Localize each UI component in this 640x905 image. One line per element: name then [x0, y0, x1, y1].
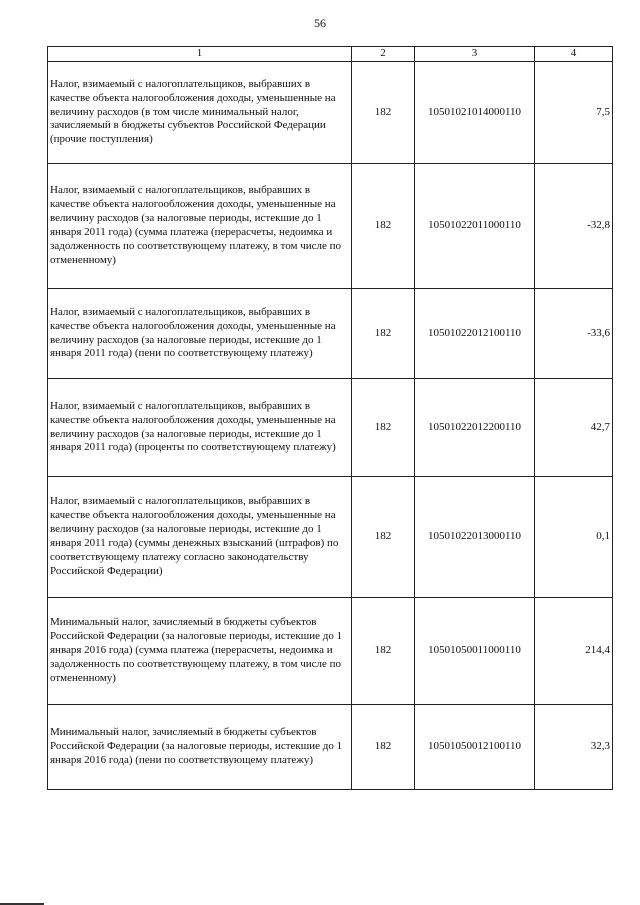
- amount: -32,8: [535, 164, 613, 289]
- revenue-description: Налог, взимаемый с налогоплательщиков, выбравших в качестве объекта налогообложения доходы, уменьшенные на величину расходов (за налоговые периоды, истекшие до 1 января 2011 года) (проценты по соответствующему платежу): [48, 379, 352, 477]
- table-row: [48, 379, 613, 477]
- admin-code: 182: [352, 379, 415, 477]
- revenue-description: Налог, взимаемый с налогоплательщиков, выбравших в качестве объекта налогообложения доходы, уменьшенные на величину расходов (за налоговые периоды, истекшие до 1 января 2011 года) (сумма платежа (перерасчеты, недоимка и задолженность по соответствующему платежу, в том числе по отмененному): [48, 164, 352, 289]
- amount: 0,1: [535, 477, 613, 598]
- table-row: [48, 289, 613, 379]
- admin-code: 182: [352, 477, 415, 598]
- column-header-1: 1: [48, 47, 352, 62]
- budget-classification-code: 10501021014000110: [415, 62, 535, 164]
- page-number: 56: [314, 16, 326, 30]
- budget-classification-code: 10501022013000110: [415, 477, 535, 598]
- amount: 214,4: [535, 598, 613, 705]
- admin-code: 182: [352, 164, 415, 289]
- revenue-description: Минимальный налог, зачисляемый в бюджеты субъектов Российской Федерации (за налоговые периоды, истекшие до 1 января 2016 года) (сумма платежа (перерасчеты, недоимка и задолженность по соответствующему платежу, в том числе по отмененному): [48, 598, 352, 705]
- column-header-4: 4: [535, 47, 613, 62]
- admin-code: 182: [352, 705, 415, 790]
- header-row: [48, 47, 613, 62]
- table-row: [48, 705, 613, 790]
- budget-classification-code: 10501022012200110: [415, 379, 535, 477]
- budget-classification-code: 10501022011000110: [415, 164, 535, 289]
- revenue-description: Налог, взимаемый с налогоплательщиков, выбравших в качестве объекта налогообложения доходы, уменьшенные на величину расходов (за налоговые периоды, истекшие до 1 января 2011 года) (суммы денежных взысканий (штрафов) по соответствующему платежу согласно законодательству Российской Федерации): [48, 477, 352, 598]
- revenue-description: Налог, взимаемый с налогоплательщиков, выбравших в качестве объекта налогообложения доходы, уменьшенные на величину расходов (в том числе минимальный налог, зачисляемый в бюджеты субъектов Российской Федерации (прочие поступления): [48, 62, 352, 164]
- budget-table: [47, 46, 613, 790]
- admin-code: 182: [352, 598, 415, 705]
- budget-classification-code: 10501022012100110: [415, 289, 535, 379]
- table-row: [48, 598, 613, 705]
- table-row: [48, 62, 613, 164]
- amount: -33,6: [535, 289, 613, 379]
- column-header-3: 3: [415, 47, 535, 62]
- amount: 7,5: [535, 62, 613, 164]
- table-row: [48, 164, 613, 289]
- revenue-description: Минимальный налог, зачисляемый в бюджеты субъектов Российской Федерации (за налоговые периоды, истекшие до 1 января 2016 года) (пени по соответствующему платежу): [48, 705, 352, 790]
- admin-code: 182: [352, 62, 415, 164]
- budget-classification-code: 10501050012100110: [415, 705, 535, 790]
- table-row: [48, 477, 613, 598]
- amount: 42,7: [535, 379, 613, 477]
- budget-classification-code: 10501050011000110: [415, 598, 535, 705]
- admin-code: 182: [352, 289, 415, 379]
- amount: 32,3: [535, 705, 613, 790]
- revenue-description: Налог, взимаемый с налогоплательщиков, выбравших в качестве объекта налогообложения доходы, уменьшенные на величину расходов (за налоговые периоды, истекшие до 1 января 2011 года) (пени по соответствующему платежу): [48, 289, 352, 379]
- column-header-2: 2: [352, 47, 415, 62]
